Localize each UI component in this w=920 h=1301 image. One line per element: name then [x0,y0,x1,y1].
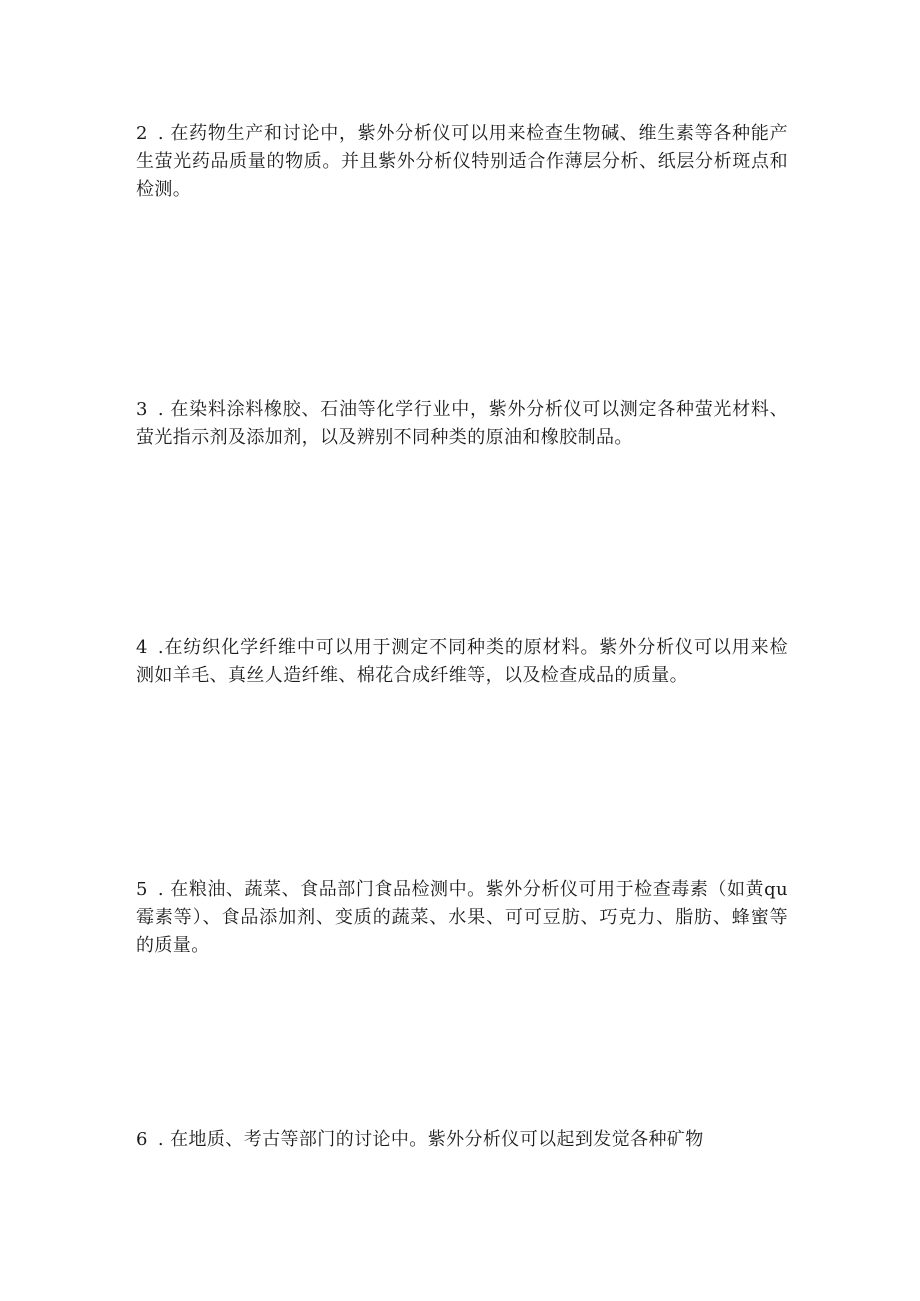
paragraph-number: 2 [136,123,148,144]
paragraph-text: . 在粮油、蔬菜、食品部门食品检测中。紫外分析仪可用于检查毒素（如黄qu霉素等）、食品添加剂、变质的蔬菜、水果、可可豆肪、巧克力、脂肪、蜂蜜等的质量。 [136,879,788,956]
paragraph-5 [136,876,788,960]
paragraph-2 [136,120,788,204]
paragraph-number: 4 [136,637,148,658]
paragraph-text: . 在药物生产和讨论中，紫外分析仪可以用来检查生物碱、维生素等各种能产生萤光药品质量的物质。并且紫外分析仪特别适合作薄层分析、纸层分析斑点和检测。 [136,123,788,200]
paragraph-3 [136,396,788,452]
paragraph-number: 6 [136,1129,148,1150]
paragraph-number: 5 [136,879,148,900]
paragraph-number: 3 [136,399,148,420]
paragraph-4 [136,634,788,690]
paragraph-6 [136,1126,788,1154]
paragraph-text: . 在地质、考古等部门的讨论中。紫外分析仪可以起到发觉各种矿物 [157,1129,704,1150]
paragraph-text: .在纺织化学纤维中可以用于测定不同种类的原材料。紫外分析仪可以用来检测如羊毛、真丝人造纤维、棉花合成纤维等，以及检查成品的质量。 [136,637,788,686]
paragraph-text: . 在染料涂料橡胶、石油等化学行业中，紫外分析仪可以测定各种萤光材料、萤光指示剂及添加剂，以及辨别不同种类的原油和橡胶制品。 [136,399,788,448]
